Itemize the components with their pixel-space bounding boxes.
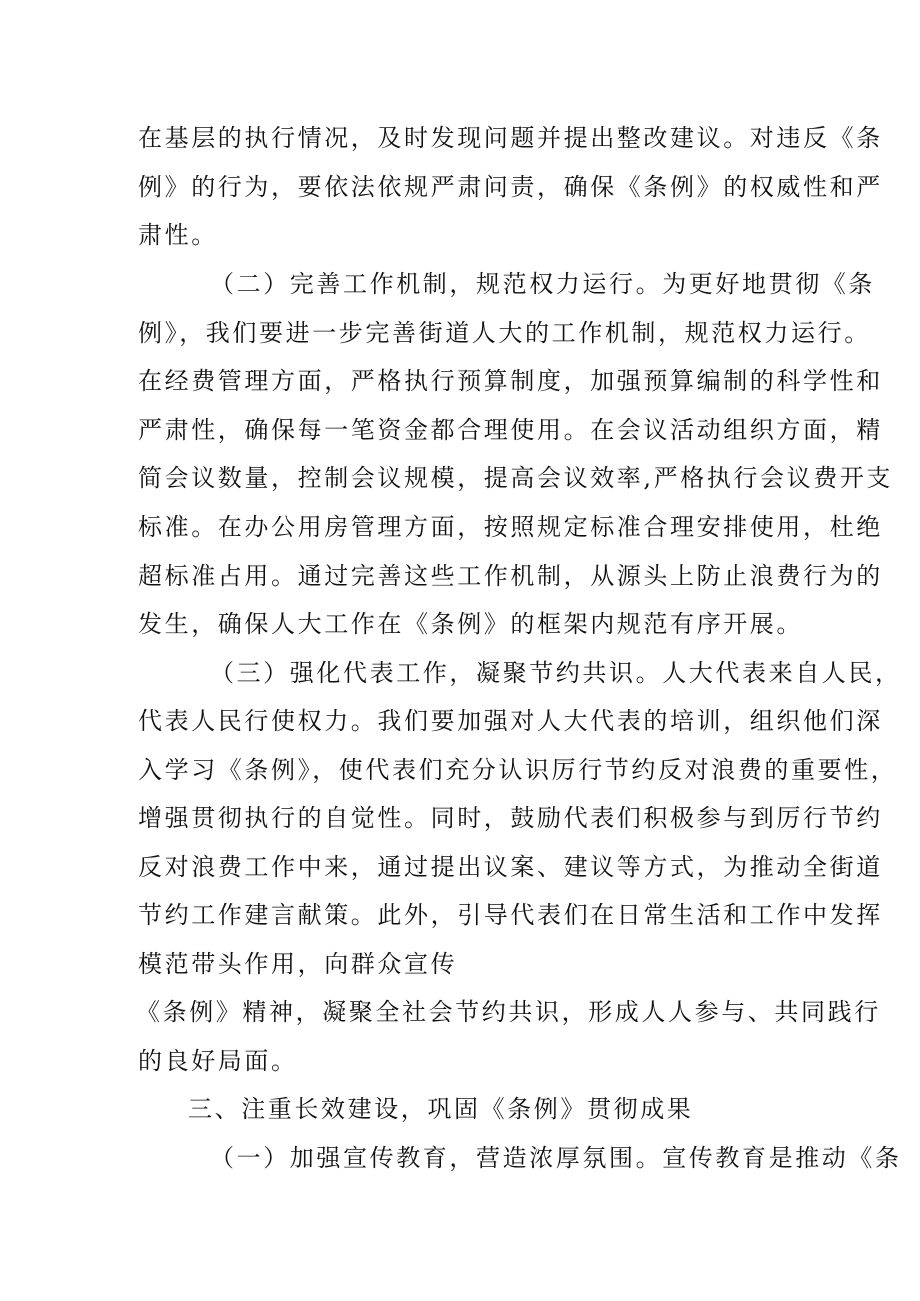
body-text-line: 入学习《条例》，使代表们充分认识厉行节约反对浪费的重要性， <box>138 756 898 784</box>
body-text-line: 严肃性，确保每一笔资金都合理使用。在会议活动组织方面，精 <box>138 416 883 444</box>
body-text-line: 肃性。 <box>138 221 218 249</box>
paragraph-first-line: （三）强化代表工作，凝聚节约共识。人大代表来自人民， <box>210 659 902 687</box>
paragraph-first-line: （二）完善工作机制，规范权力运行。为更好地贯彻《条 <box>210 270 875 298</box>
body-text-line: 标准。在办公用房管理方面，按照规定标准合理安排使用，杜绝 <box>138 513 883 541</box>
body-text-line: 的良好局面。 <box>138 1047 298 1075</box>
section-heading: 三、注重长效建设，巩固《条例》贯彻成果 <box>188 1095 694 1123</box>
body-text-line: 在经费管理方面，严格执行预算制度，加强预算编制的科学性和 <box>138 367 883 395</box>
body-text-line: 例》的行为，要依法依规严肃问责，确保《条例》的权威性和严 <box>138 173 883 201</box>
body-text-line: 例》，我们要进一步完善街道人大的工作机制，规范权力运行。 <box>138 319 871 347</box>
body-text-line: 发生，确保人大工作在《条例》的框架内规范有序开展。 <box>138 610 803 638</box>
body-text-line: 在基层的执行情况，及时发现问题并提出整改建议。对违反《条 <box>138 124 883 152</box>
paragraph-first-line: （一）加强宣传教育，营造浓厚氛围。宣传教育是推动《条 <box>210 1144 902 1172</box>
body-text-line: 《条例》精神，凝聚全社会节约共识，形成人人参与、共同践行 <box>136 998 881 1026</box>
body-text-line: 简会议数量，控制会议规模，提高会议效率,严格执行会议费开支 <box>138 464 894 492</box>
body-text-line: 代表人民行使权力。我们要加强对人大代表的培训，组织他们深 <box>138 707 883 735</box>
body-text-line: 节约工作建言献策。此外，引导代表们在日常生活和工作中发挥 <box>138 901 883 929</box>
body-text-line: 反对浪费工作中来，通过提出议案、建议等方式，为推动全街道 <box>138 853 883 881</box>
body-text-line: 模范带头作用，向群众宣传 <box>138 950 458 978</box>
body-text-line: 超标准占用。通过完善这些工作机制，从源头上防止浪费行为的 <box>138 562 883 590</box>
body-text-line: 增强贯彻执行的自觉性。同时，鼓励代表们积极参与到厉行节约 <box>138 804 883 832</box>
